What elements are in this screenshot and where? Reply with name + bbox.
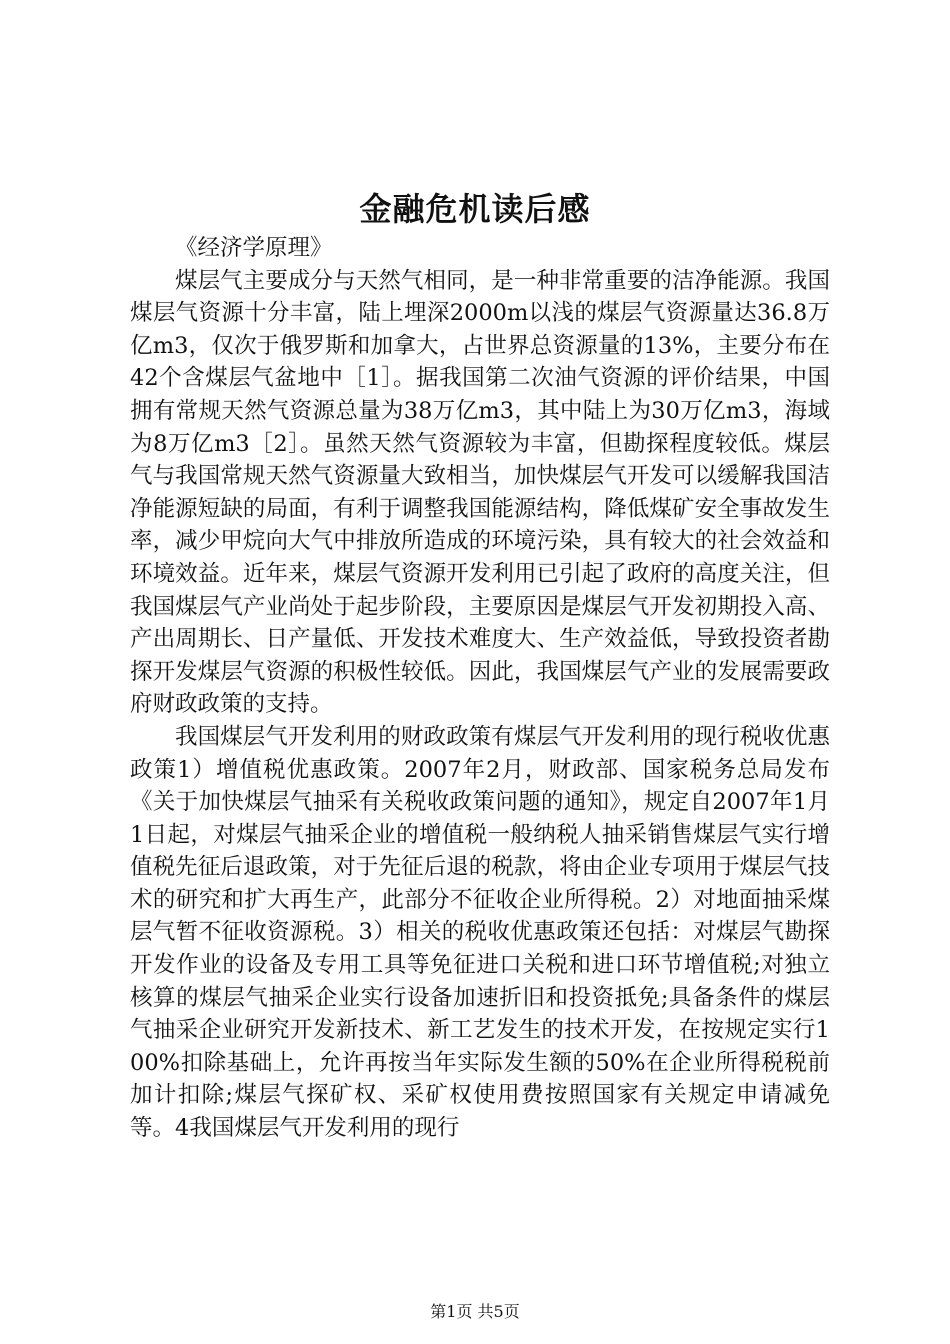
paragraph-fiscal-policy: 我国煤层气开发利用的财政政策有煤层气开发利用的现行税收优惠政策1）增值税优惠政策。2007年2月，财政部、国家税务总局发布《关于加快煤层气抽采有关税收政策问题的通知》，规定自2007年1月1日起，对煤层气抽采企业的增值税一般纳税人抽采销售煤层气实行增值税先征后退政策，对于先征后退的税款，将由企业专项用于煤层气技术的研究和扩大再生产，此部分不征收企业所得税。2）对地面抽采煤层气暂不征收资源税。3）相关的税收优惠政策还包括：对煤层气勘探开发作业的设备及专用工具等免征进口关税和进口环节增值税;对独立核算的煤层气抽采企业实行设备加速折旧和投资抵免;具备条件的煤层气抽采企业研究开发新技术、新工艺发生的技术开发，在按规定实行100%扣除基础上，允许再按当年实际发生额的50%在企业所得税税前加计扣除;煤层气探矿权、采矿权使用费按照国家有关规定申请减免等。4我国煤层气开发利用的现行 — [130, 723, 830, 1142]
document-body — [130, 232, 830, 1145]
document-title: 金融危机读后感 — [359, 190, 591, 228]
page-footer: 第1页 共5页 — [430, 1302, 520, 1321]
paragraph-book-title: 《经济学原理》 — [175, 235, 333, 261]
paragraph-coalbed-methane-overview: 煤层气主要成分与天然气相同，是一种非常重要的洁净能源。我国煤层气资源十分丰富，陆上埋深2000m以浅的煤层气资源量达36.8万亿m3，仅次于俄罗斯和加拿大，占世界总资源量的13%，主要分布在42个含煤层气盆地中［1］。据我国第二次油气资源的评价结果，中国拥有常规天然气资源总量为38万亿m3，其中陆上为30万亿m3，海域为8万亿m3［2］。虽然天然气资源较为丰富，但勘探程度较低。煤层气与我国常规天然气资源量大致相当，加快煤层气开发可以缓解我国洁净能源短缺的局面，有利于调整我国能源结构，降低煤矿安全事故发生率，减少甲烷向大气中排放所造成的环境污染，具有较大的社会效益和环境效益。近年来，煤层气资源开发利用已引起了政府的高度关注，但我国煤层气产业尚处于起步阶段，主要原因是煤层气开发初期投入高、产出周期长、日产量低、开发技术难度大、生产效益低，导致投资者勘探开发煤层气资源的积极性较低。因此，我国煤层气产业的发展需要政府财政政策的支持。 — [130, 267, 830, 718]
